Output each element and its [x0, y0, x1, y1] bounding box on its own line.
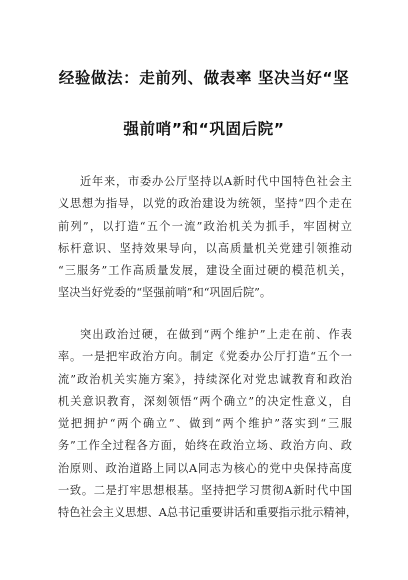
document-title-line-1: 经验做法：走前列、做表率 坚决当好“坚: [58, 69, 350, 87]
paragraph-line: 近年来，市委办公厅坚持以A新时代中国特色社会主: [80, 175, 352, 188]
paragraph-line: 标杆意识、坚持效果导向，以高质量机关党建引领推动: [58, 241, 352, 255]
paragraph-line: 治原则、政治道路上同以A同志为核心的党中央保持高度: [58, 461, 352, 475]
paragraph-line: 觉把拥护“两个确立”、做到“两个维护”落实到“三服: [58, 417, 352, 431]
paragraph-line: 机关意识教育，深刻领悟“两个确立”的决定性意义，自: [58, 394, 352, 408]
paragraph-line: 流”政治机关实施方案》，持续深化对党忠诚教育和政治: [58, 372, 352, 386]
paragraph-line: 前列”，以打造“五个一流”政治机关为抓手，牢固树立: [58, 219, 352, 233]
paragraph-line: 坚决当好党委的“坚强前哨”和“巩固后院”。: [58, 286, 272, 300]
paragraph-intro: [58, 171, 352, 305]
document-title-line-2: 强前哨”和“巩固后院”: [123, 120, 285, 138]
paragraph-political: [58, 324, 357, 525]
paragraph-line: 特色社会主义思想、A总书记重要讲话和重要指示批示精神，: [58, 506, 357, 520]
paragraph-line: 率。一是把牢政治方向。制定《党委办公厅打造“五个一: [58, 350, 352, 364]
paragraph-line: 一致。二是打牢思想根基。坚持把学习贯彻A新时代中国: [58, 484, 352, 498]
paragraph-line: 务”工作全过程各方面，始终在政治立场、政治方向、政: [58, 439, 352, 453]
paragraph-line: 突出政治过硬，在做到“两个维护”上走在前、作表: [80, 328, 352, 341]
paragraph-line: “三服务”工作高质量发展，建设全面过硬的模范机关，: [58, 264, 352, 278]
paragraph-line: 义思想为指导，以党的政治建设为统领，坚持“四个走在: [58, 197, 352, 211]
